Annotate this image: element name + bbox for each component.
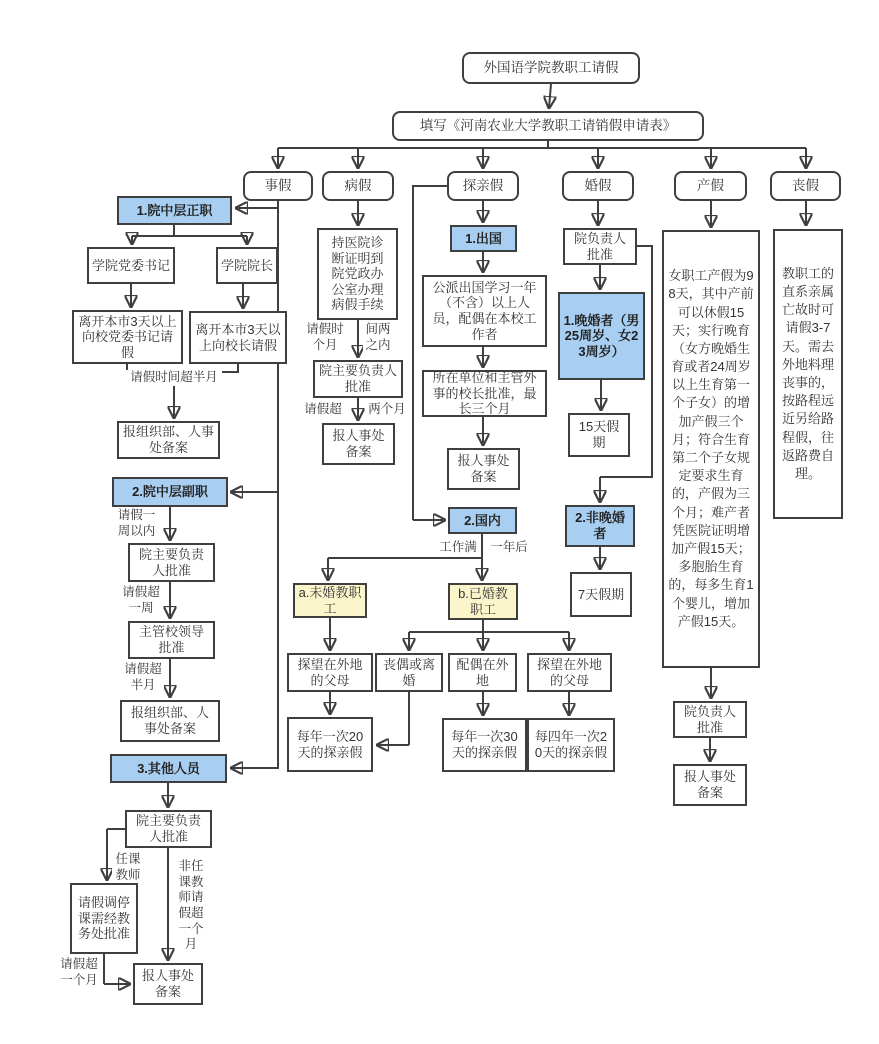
node-adjust-class-approval: 请假调停课需经教务处批准 <box>70 883 138 954</box>
node-report-hr-maternity: 报人事处备案 <box>673 764 747 806</box>
node-report-hr-abroad: 报人事处备案 <box>447 448 520 490</box>
node-mid-level-full-position: 1.院中层正职 <box>117 196 232 225</box>
node-visit-parents-married: 探望在外地的父母 <box>527 653 612 692</box>
node-mid-level-deputy-position: 2.院中层副职 <box>112 477 228 507</box>
node-fill-form: 填写《河南农业大学教职工请销假申请表》 <box>392 111 704 141</box>
node-spouse-elsewhere: 配偶在外地 <box>448 653 517 692</box>
node-abroad-condition: 公派出国学习一年（不含）以上人员，配偶在本校工作者 <box>422 275 547 347</box>
node-widowed-divorced: 丧偶或离婚 <box>375 653 443 692</box>
cat-sick-leave: 病假 <box>322 171 394 201</box>
node-party-secretary: 学院党委书记 <box>87 247 175 284</box>
label-over-half-month: 请假时间超半月 <box>126 370 222 386</box>
label-over-half-month-2: 请假超半月 <box>122 663 164 693</box>
node-dean-approve-sick: 院主要负责人批准 <box>313 360 403 398</box>
node-title: 外国语学院教职工请假 <box>462 52 640 84</box>
node-visit-20-days-yearly: 每年一次20天的探亲假 <box>287 717 373 772</box>
node-dean-approve-other: 院主要负责人批准 <box>125 810 212 848</box>
node-sick-certificate: 持医院诊断证明到院党政办公室办理病假手续 <box>317 228 398 320</box>
cat-marriage-leave: 婚假 <box>562 171 634 201</box>
label-work-full: 工作满 <box>437 540 479 556</box>
node-abroad-approve: 所在单位和主管外事的校长批准，最长三个月 <box>422 370 547 417</box>
node-holiday-15-days: 15天假期 <box>568 413 630 457</box>
label-sick-over-right: 两个月 <box>366 402 408 418</box>
node-report-org-hr-2: 报组织部、人事处备案 <box>120 700 220 742</box>
node-non-late-marriage: 2.非晚婚者 <box>565 505 635 547</box>
node-other-staff: 3.其他人员 <box>110 754 227 783</box>
cat-bereavement-leave: 丧假 <box>770 171 841 201</box>
cat-maternity-leave: 产假 <box>674 171 747 201</box>
node-college-dean: 学院院长 <box>216 247 278 284</box>
node-visit-30-days-yearly: 每年一次30天的探亲假 <box>442 718 527 772</box>
node-late-marriage: 1.晚婚者（男25周岁、女23周岁） <box>558 292 645 380</box>
node-leave-city-secretary: 离开本市3天以上向校党委书记请假 <box>72 310 183 364</box>
label-one-year-after: 一年后 <box>488 540 530 556</box>
node-married-staff: b.已婚教职工 <box>448 583 518 620</box>
node-dean-approve-deputy: 院主要负责人批准 <box>128 543 215 582</box>
node-abroad: 1.出国 <box>450 225 517 252</box>
cat-family-visit-leave: 探亲假 <box>447 171 519 201</box>
node-marriage-approve: 院负责人批准 <box>563 228 637 265</box>
node-maternity-policy: 女职工产假为98天，其中产前可以休假15天；实行晚育（女方晚婚生育或者24周岁以上生育第一个子女）的增加产假三个月；符合生育第二个子女规定要求生育的，产假为三个月；难产者凭医院证明增加产假15天；多胞胎生育的，每多生育1 个婴儿，增加产假15天。 <box>662 230 760 668</box>
node-visit-parents-unmarried: 探望在外地的父母 <box>287 653 373 692</box>
node-report-hr-sick: 报人事处备案 <box>322 423 395 465</box>
label-sick-two-months-left: 请假时个月 <box>303 323 347 353</box>
label-over-one-month: 请假超一个月 <box>55 958 103 988</box>
node-maternity-approve: 院负责人批准 <box>673 701 747 738</box>
label-sick-over-left: 请假超 <box>302 402 344 418</box>
label-within-one-week: 请假一周以内 <box>113 509 160 539</box>
label-over-one-week: 请假超一周 <box>120 586 162 616</box>
node-domestic: 2.国内 <box>448 507 517 534</box>
node-visit-20-days-four-yearly: 每四年一次20天的探亲假 <box>527 718 615 772</box>
label-non-teaching-over-month: 非任课教师请假超一个月 <box>176 855 206 957</box>
node-unmarried-staff: a.未婚教职工 <box>293 583 367 618</box>
label-teaching-staff: 任课教师 <box>112 853 144 883</box>
node-report-hr-other: 报人事处备案 <box>133 963 203 1005</box>
node-bereavement-policy: 教职工的直系亲属亡故时可请假3-7天。需去外地料理丧事的，按路程远近另给路程假，往返路费自理。 <box>773 229 843 519</box>
cat-personal-leave: 事假 <box>243 171 313 201</box>
node-school-leader-approve: 主管校领导批准 <box>128 621 215 659</box>
node-leave-city-president: 离开本市3天以上向校长请假 <box>189 311 287 364</box>
node-holiday-7-days: 7天假期 <box>570 572 632 617</box>
label-sick-two-months-right: 间两之内 <box>363 323 393 353</box>
node-report-org-hr-1: 报组织部、人事处备案 <box>117 421 220 459</box>
